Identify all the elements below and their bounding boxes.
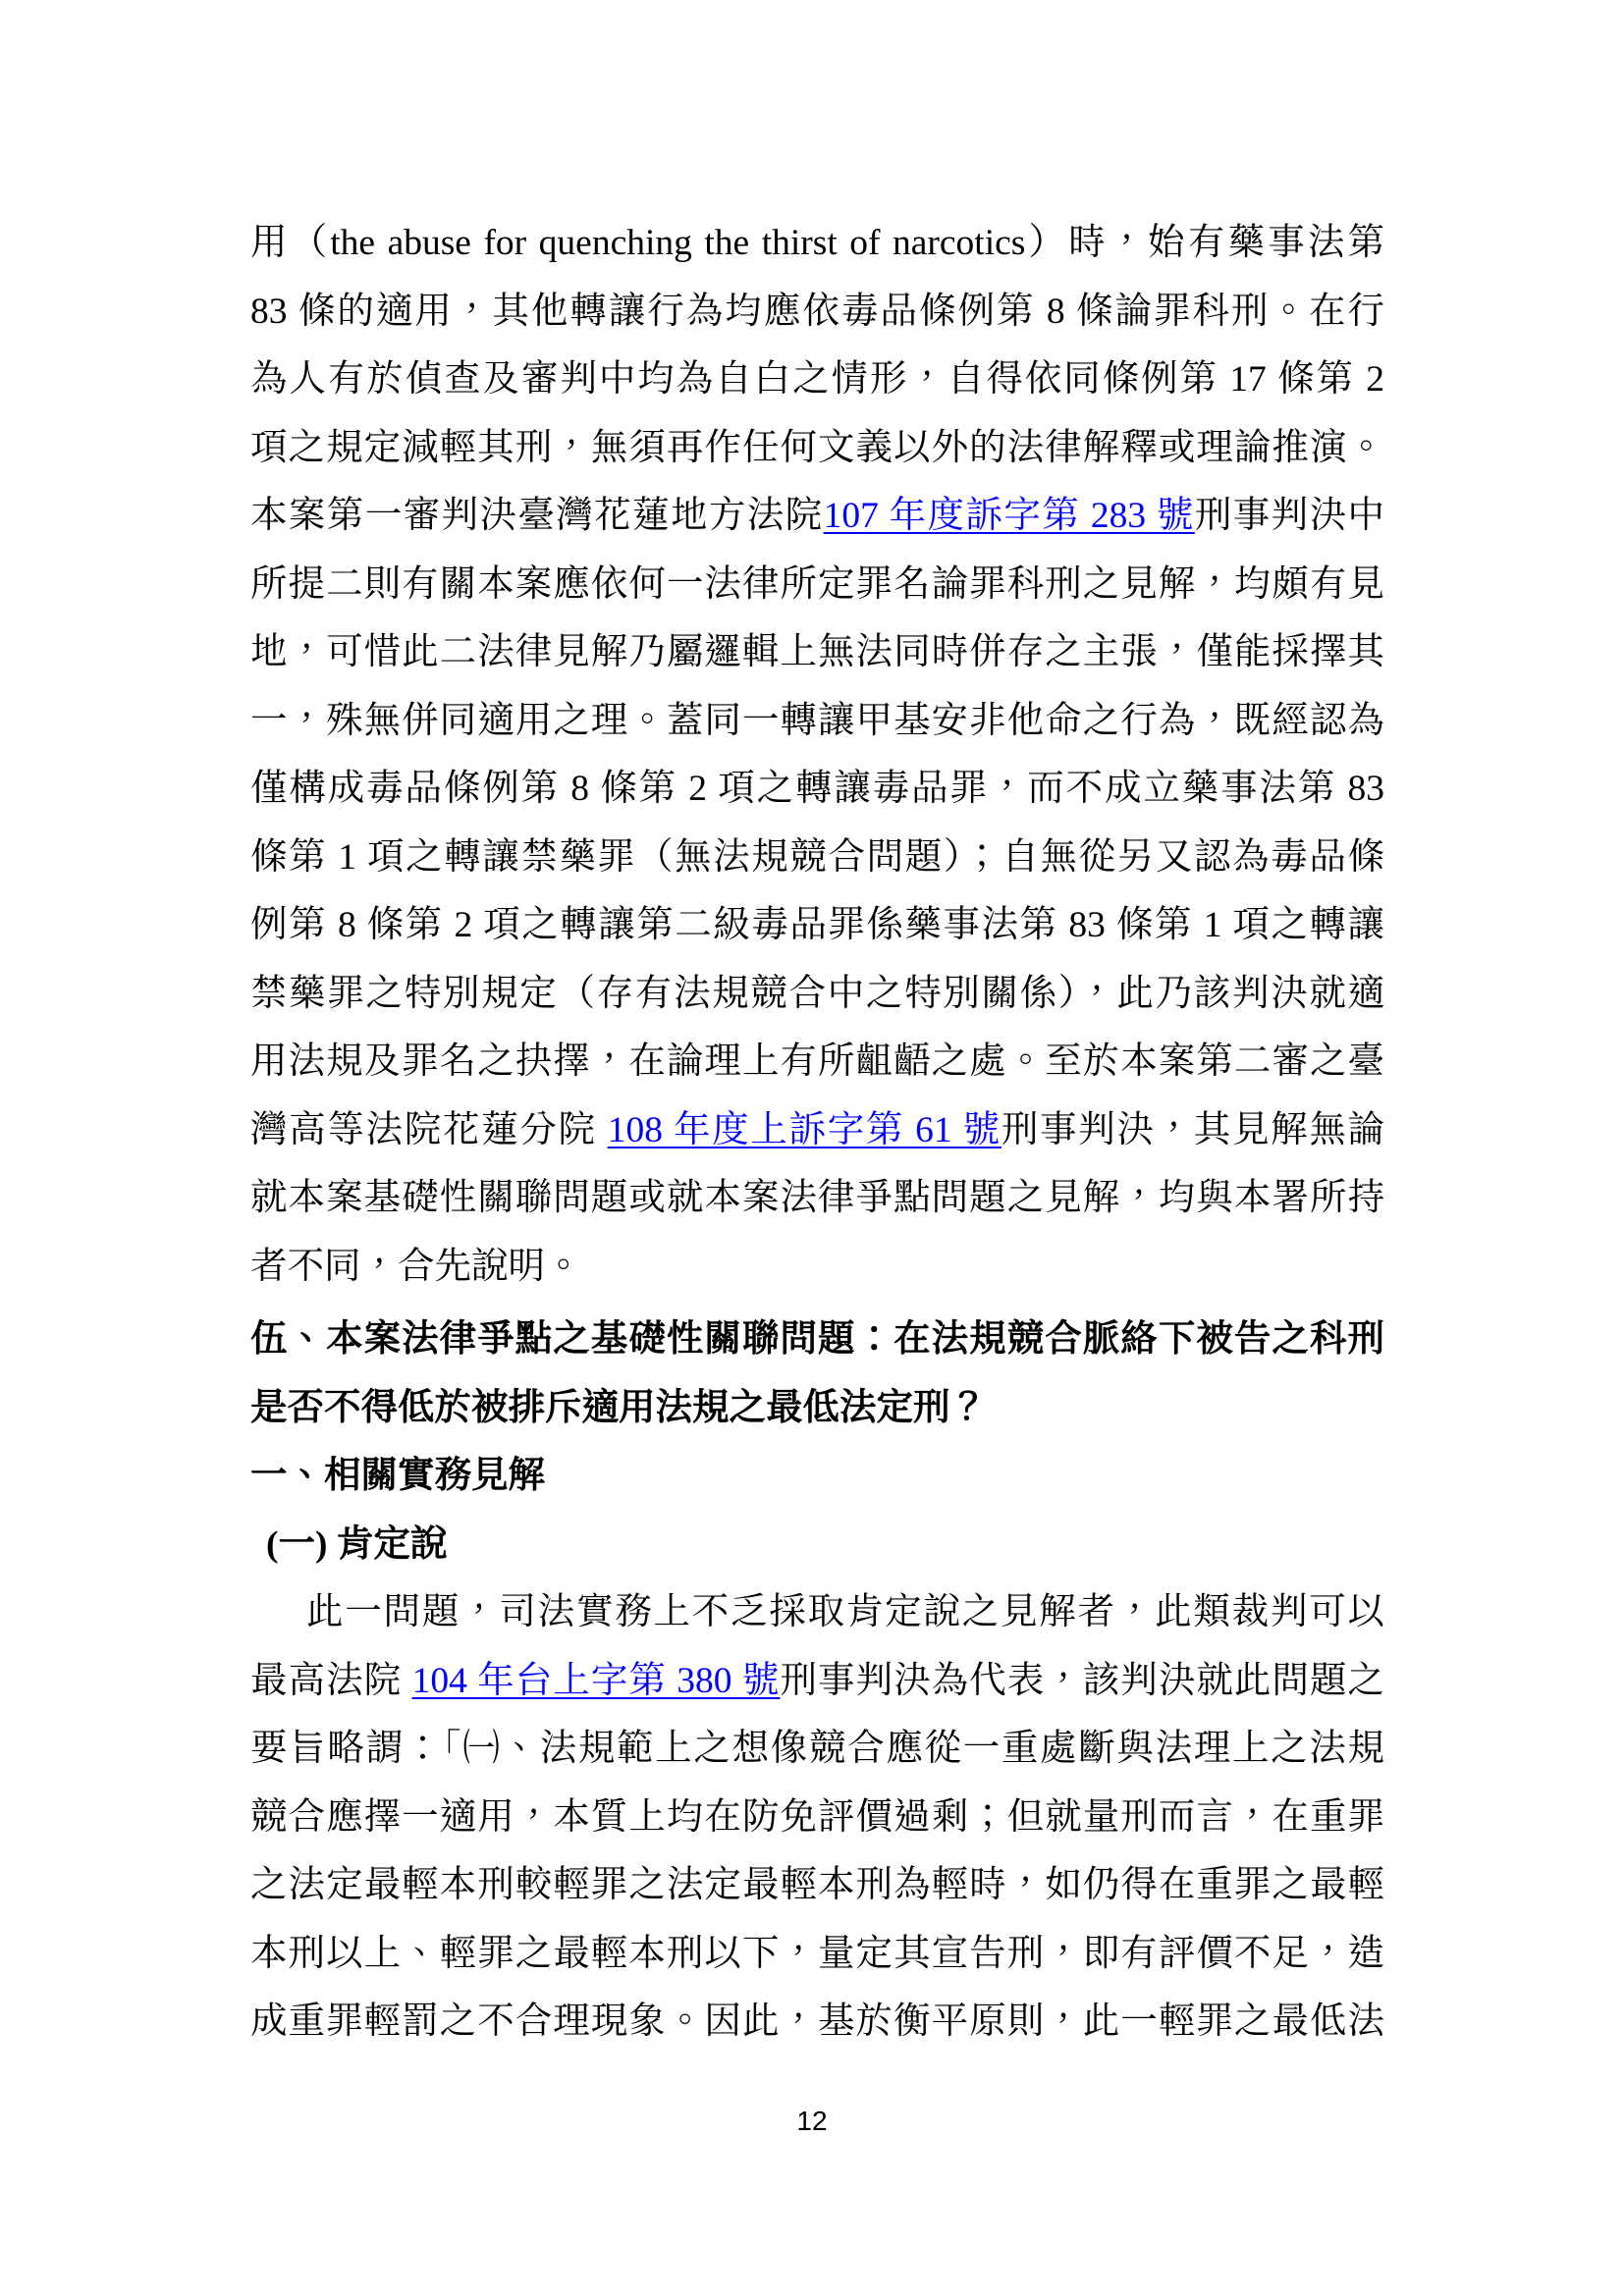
paragraph-line: 一，殊無併同適用之理。蓋同一轉讓甲基安非他命之行為，既經認為 [250, 700, 1384, 741]
line-text: 灣高等法院花蓮分院 [250, 1109, 608, 1150]
paragraph-line: 僅構成毒品條例第 8 條第 2 項之轉讓毒品罪，而不成立藥事法第 83 [250, 769, 1384, 809]
page-number: 12 [796, 2106, 828, 2136]
paragraph-line: 用（the abuse for quenching the thirst of narcotics）時，始有藥事法第 [250, 223, 1384, 263]
paragraph-line: 地，可惜此二法律見解乃屬邏輯上無法同時併存之主張，僅能採擇其 [250, 632, 1384, 672]
line-text: 本案第一審判決臺灣花蓮地方法院 [250, 496, 824, 536]
paragraph-line: 要旨略謂：「㈠、法規範上之想像競合應從一重處斷與法理上之法規 [250, 1729, 1384, 1769]
paragraph-line: 此一問題，司法實務上不乏採取肯定說之見解者，此類裁判可以 [306, 1592, 1384, 1632]
paragraph-line: 競合應擇一適用，本質上均在防免評價過剩；但就量刑而言，在重罪 [250, 1796, 1384, 1838]
paragraph-line: 為人有於偵查及審判中均為自白之情形，自得依同條例第 17 條第 2 [250, 359, 1384, 400]
paragraph-line: 用法規及罪名之抉擇，在論理上有所齟齬之處。至於本案第二審之臺 [250, 1041, 1384, 1082]
subsection-heading: 一、相關實務見解 [250, 1456, 545, 1496]
paragraph-line: 83 條的適用，其他轉讓行為均應依毒品條例第 8 條論罪科刑。在行 [250, 291, 1384, 332]
heading-line: 伍、本案法律爭點之基礎性關聯問題：在法規競合脈絡下被告之科刑 [250, 1319, 1384, 1360]
line-text: 刑事判決為代表，該判決就此問題之 [780, 1660, 1385, 1701]
case-citation-link[interactable]: 107 年度訴字第 283 號 [823, 496, 1195, 536]
paragraph-line [250, 482, 1384, 551]
case-citation-link[interactable]: 108 年度上訴字第 61 號 [607, 1109, 1001, 1150]
paragraph-line: 本刑以上、輕罪之最輕本刑以下，量定其宣告刑，即有評價不足，造 [250, 1933, 1384, 1974]
heading-line: 是否不得低於被排斥適用法規之最低法定刑？ [250, 1387, 987, 1428]
paragraph-line [250, 1096, 1384, 1165]
page-body [250, 209, 1384, 2056]
paragraph-line: 者不同，合先說明。 [250, 1246, 582, 1287]
paragraph-line: 禁藥罪之特別規定（存有法規競合中之特別關係），此乃該判決就適 [250, 973, 1384, 1014]
line-text: 刑事判決中 [1194, 496, 1384, 536]
paragraph-line [250, 1647, 1384, 1716]
paragraph-line: 項之規定減輕其刑，無須再作任何文義以外的法律解釋或理論推演。 [250, 427, 1384, 468]
line-text: 刑事判決，其見解無論 [1001, 1109, 1385, 1150]
paragraph-line: 條第 1 項之轉讓禁藥罪（無法規競合問題）；自無從另又認為毒品條 [250, 836, 1384, 878]
line-text: 最高法院 [250, 1660, 412, 1701]
paragraph-line: 例第 8 條第 2 項之轉讓第二級毒品罪係藥事法第 83 條第 1 項之轉讓 [250, 905, 1384, 945]
section-heading [250, 1306, 1384, 1442]
case-citation-link[interactable]: 104 年台上字第 380 號 [411, 1660, 781, 1701]
intro-paragraph [250, 209, 1384, 1301]
paragraph-line: 成重罪輕罰之不合理現象。因此，基於衡平原則，此一輕罪之最低法 [250, 2002, 1384, 2042]
affirmative-view-paragraph [250, 1578, 1384, 2056]
sub-subsection-heading: (一) 肯定說 [266, 1523, 448, 1565]
paragraph-line: 所提二則有關本案應依何一法律所定罪名論罪科刑之見解，均頗有見 [250, 563, 1384, 605]
paragraph-line: 就本案基礎性關聯問題或就本案法律爭點問題之見解，均與本署所持 [250, 1178, 1384, 1218]
paragraph-line: 之法定最輕本刑較輕罪之法定最輕本刑為輕時，如仍得在重罪之最輕 [250, 1865, 1384, 1905]
